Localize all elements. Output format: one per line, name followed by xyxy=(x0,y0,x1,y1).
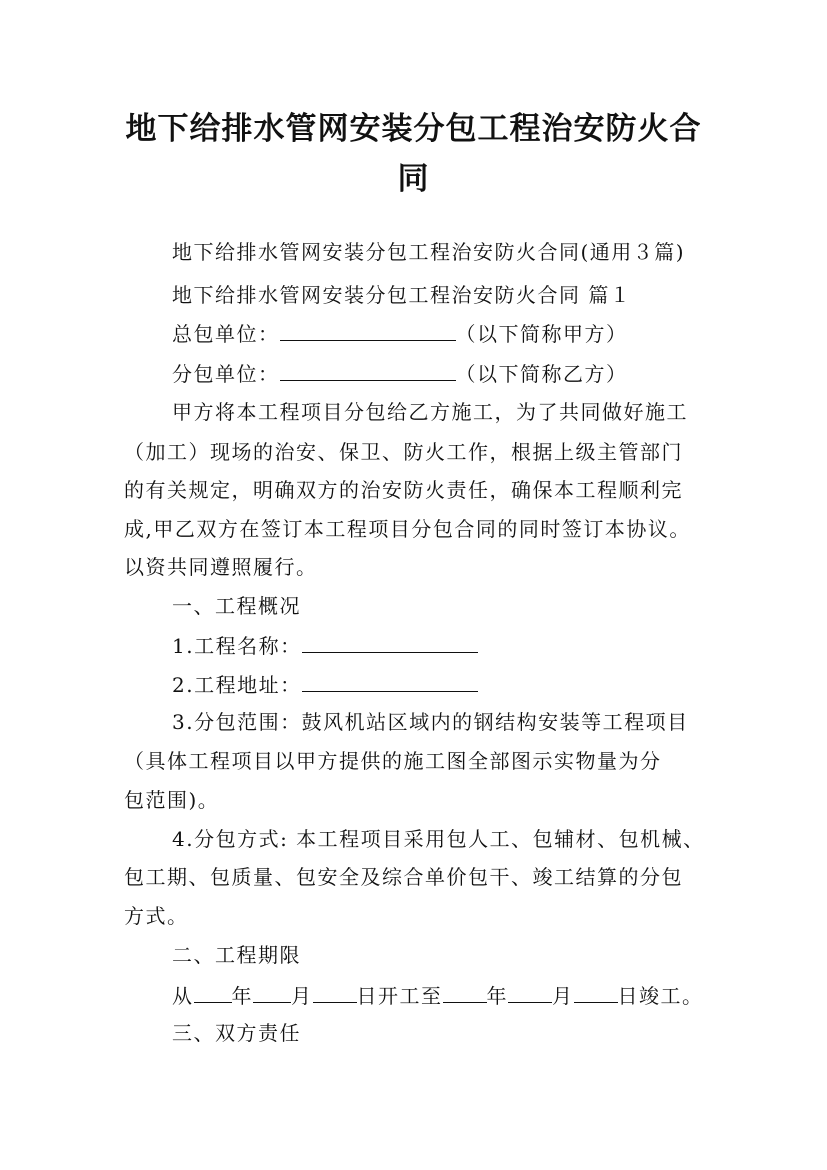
period-from: 从 xyxy=(172,984,194,1008)
part2-heading: 二、工程期限 xyxy=(172,943,301,967)
project-name-label: 1.工程名称： xyxy=(172,634,302,658)
scope-line: 包范围)。 xyxy=(124,788,220,812)
period-year-2: 年 xyxy=(486,984,508,1008)
subcontractor-blank xyxy=(280,360,456,381)
end-year-blank xyxy=(443,982,487,1003)
intro-line: 以资共同遵照履行。 xyxy=(124,555,318,579)
general-contractor-blank xyxy=(280,320,456,341)
end-month-blank xyxy=(508,982,552,1003)
subtitle: 地下给排水管网安装分包工程治安防火合同(通用３篇) xyxy=(172,240,686,264)
project-name-row xyxy=(172,632,478,659)
intro-line: （加工）现场的治安、保卫、防火工作，根据上级主管部门 xyxy=(124,440,683,464)
period-start: 日开工至 xyxy=(356,984,443,1008)
start-month-blank xyxy=(253,982,291,1003)
general-contractor-label: 总包单位： xyxy=(172,322,280,346)
method-line: 包工期、包质量、包安全及综合单价包干、竣工结算的分包 xyxy=(124,865,683,889)
method-line: 4.分包方式: 本工程项目采用包人工、包辅材、包机械、 xyxy=(172,827,705,851)
period-year-1: 年 xyxy=(231,984,253,1008)
intro-line: 成,甲乙双方在签订本工程项目分包合同的同时签订本协议。 xyxy=(124,517,691,541)
period-end: 日竣工。 xyxy=(617,984,704,1008)
project-address-row xyxy=(172,671,478,698)
title-line-1: 地下给排水管网安装分包工程治安防火合 xyxy=(125,111,702,147)
project-address-blank xyxy=(302,671,478,692)
period-month-1: 月 xyxy=(291,984,313,1008)
project-name-blank xyxy=(302,632,478,653)
part3-heading: 三、双方责任 xyxy=(172,1021,301,1045)
method-line: 方式。 xyxy=(124,904,189,928)
subcontractor-label: 分包单位： xyxy=(172,362,280,386)
intro-line: 甲方将本工程项目分包给乙方施工，为了共同做好施工 xyxy=(172,400,688,424)
period-row xyxy=(172,982,704,1009)
section-heading: 地下给排水管网安装分包工程治安防火合同 篇１ xyxy=(172,283,632,307)
intro-line: 的有关规定，明确双方的治安防火责任，确保本工程顺利完 xyxy=(124,478,683,502)
start-year-blank xyxy=(194,982,232,1003)
end-day-blank xyxy=(574,982,618,1003)
scope-line: （具体工程项目以甲方提供的施工图全部图示实物量为分 xyxy=(124,749,662,773)
scope-line: 3.分包范围：鼓风机站区域内的钢结构安装等工程项目 xyxy=(172,710,689,734)
period-month-2: 月 xyxy=(552,984,574,1008)
document-title xyxy=(110,104,717,204)
subcontractor-row xyxy=(172,360,628,387)
general-contractor-row xyxy=(172,320,628,347)
part1-heading: 一、工程概况 xyxy=(172,594,301,618)
subcontractor-note: （以下简称乙方） xyxy=(455,362,628,386)
start-day-blank xyxy=(313,982,357,1003)
project-address-label: 2.工程地址： xyxy=(172,673,302,697)
general-contractor-note: （以下简称甲方） xyxy=(455,322,628,346)
title-line-2: 同 xyxy=(397,161,430,197)
